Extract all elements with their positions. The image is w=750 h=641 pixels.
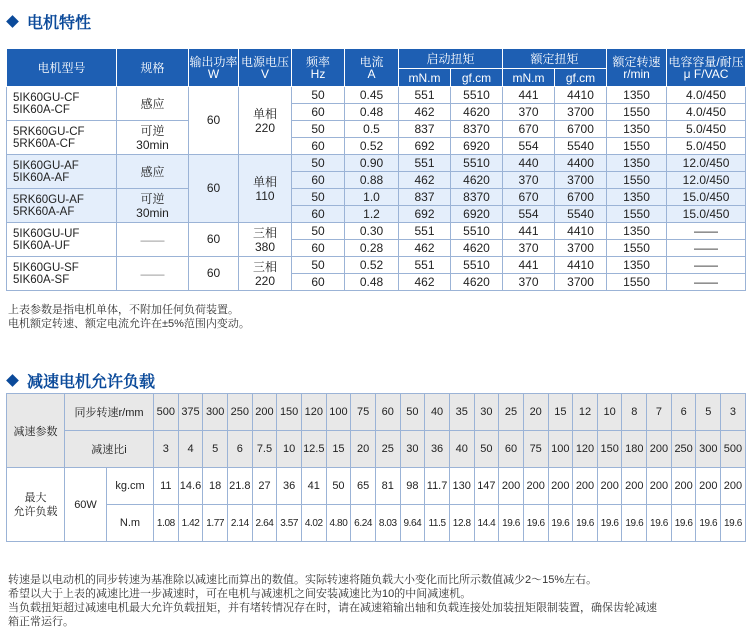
nm-cell: 2.64 [252, 505, 277, 542]
sync-speed-cell: 120 [301, 394, 326, 431]
ratio-cell: 7.5 [252, 431, 277, 468]
section2-title-text: 减速电机允许负载 [27, 374, 156, 391]
nm-cell: 14.4 [474, 505, 499, 542]
cell-r_mnm: 370 [503, 274, 555, 291]
header-start-torque: 启动扭矩 [399, 49, 503, 69]
voltage-cell: 单相 220 [239, 87, 292, 155]
max-load-label: 最大 允许负载 [7, 468, 65, 542]
sync-speed-cell: 20 [523, 394, 548, 431]
kgcm-cell: 200 [548, 468, 573, 505]
cell-speed: 1350 [607, 257, 667, 274]
nm-cell: 19.6 [548, 505, 573, 542]
cell-r_gf: 6700 [555, 121, 607, 138]
cell-s_gf: 8370 [451, 189, 503, 206]
cell-freq: 60 [292, 138, 345, 155]
cell-freq: 50 [292, 257, 345, 274]
cell-speed: 1350 [607, 87, 667, 104]
cell-r_mnm: 441 [503, 87, 555, 104]
header-rated-speed: 额定转速 r/min [607, 49, 667, 87]
nm-cell: 12.8 [449, 505, 474, 542]
cell-speed: 1550 [607, 240, 667, 257]
cell-r_gf: 4410 [555, 87, 607, 104]
ratio-cell: 75 [523, 431, 548, 468]
gearmotor-load-table [6, 393, 746, 542]
cell-cap: 15.0/450 [667, 189, 746, 206]
nm-cell: 4.80 [326, 505, 351, 542]
ratio-label: 减速比i [65, 431, 154, 468]
voltage-cell: 单相 110 [239, 155, 292, 223]
cell-r_mnm: 554 [503, 206, 555, 223]
spec-cell: 感应 [117, 155, 189, 189]
header-start-gfcm: gf.cm [451, 69, 503, 87]
cell-freq: 50 [292, 189, 345, 206]
nm-cell: 3.57 [277, 505, 302, 542]
cell-cap: —— [667, 274, 746, 291]
cell-current: 0.48 [345, 274, 399, 291]
cell-r_gf: 3700 [555, 240, 607, 257]
cell-speed: 1350 [607, 121, 667, 138]
cell-cap: 12.0/450 [667, 155, 746, 172]
ratio-cell: 200 [647, 431, 672, 468]
ratio-cell: 180 [622, 431, 647, 468]
cell-cap: 4.0/450 [667, 104, 746, 121]
sync-speed-cell: 3 [721, 394, 746, 431]
model-cell: 5IK60GU-SF 5IK60A-SF [7, 257, 117, 291]
cell-r_mnm: 370 [503, 172, 555, 189]
cell-freq: 60 [292, 206, 345, 223]
kgcm-cell: 50 [326, 468, 351, 505]
sync-speed-label: 同步转速r/mm [65, 394, 154, 431]
motor-table-body [7, 87, 746, 291]
cell-r_mnm: 554 [503, 138, 555, 155]
kgcm-cell: 14.6 [178, 468, 203, 505]
nm-cell: 1.42 [178, 505, 203, 542]
param-label: 减速参数 [7, 394, 65, 468]
ratio-cell: 100 [548, 431, 573, 468]
cell-r_gf: 4410 [555, 223, 607, 240]
cell-r_mnm: 670 [503, 189, 555, 206]
kgcm-cell: 18 [203, 468, 228, 505]
note-line: 转速是以电动机的同步转速为基准除以减速比而算出的数值。实际转速将随负载大小变化而比所示数值减少2～15%左右。 [8, 574, 598, 586]
sync-speed-cell: 25 [499, 394, 524, 431]
sync-speed-cell: 6 [671, 394, 696, 431]
table-row [7, 121, 746, 138]
sync-speed-cell: 500 [154, 394, 179, 431]
cell-cap: —— [667, 257, 746, 274]
ratio-cell: 150 [597, 431, 622, 468]
ratio-cell: 300 [696, 431, 721, 468]
spec-cell: 感应 [117, 87, 189, 121]
section-title-gearmotor-load [8, 369, 155, 392]
cell-current: 0.88 [345, 172, 399, 189]
section-title-motor-characteristics [8, 10, 91, 33]
cell-cap: 5.0/450 [667, 138, 746, 155]
header-rated-torque: 额定扭矩 [503, 49, 607, 69]
power-60w: 60W [65, 468, 107, 542]
sync-speed-cell: 75 [351, 394, 376, 431]
cell-s_gf: 5510 [451, 87, 503, 104]
nm-cell: 19.6 [647, 505, 672, 542]
voltage-cell: 三相 220 [239, 257, 292, 291]
sync-speed-cell: 5 [696, 394, 721, 431]
ratio-cell: 60 [499, 431, 524, 468]
cell-current: 0.52 [345, 257, 399, 274]
sync-speed-cell: 35 [449, 394, 474, 431]
power-cell: 60 [189, 223, 239, 257]
cell-s_mnm: 551 [399, 155, 451, 172]
cell-current: 1.2 [345, 206, 399, 223]
cell-freq: 50 [292, 223, 345, 240]
cell-speed: 1350 [607, 223, 667, 240]
kgcm-cell: 130 [449, 468, 474, 505]
cell-current: 1.0 [345, 189, 399, 206]
header-rated-mnm: mN.m [503, 69, 555, 87]
ratio-cell: 15 [326, 431, 351, 468]
kgcm-cell: 200 [523, 468, 548, 505]
cell-r_gf: 5540 [555, 206, 607, 223]
sync-speed-cell: 7 [647, 394, 672, 431]
nm-cell: 9.64 [400, 505, 425, 542]
cell-freq: 60 [292, 240, 345, 257]
cell-current: 0.5 [345, 121, 399, 138]
ratio-cell: 36 [425, 431, 450, 468]
cell-s_mnm: 462 [399, 104, 451, 121]
cell-freq: 60 [292, 172, 345, 189]
table-row [7, 223, 746, 240]
diamond-bullet-icon [6, 15, 19, 28]
sync-speed-cell: 50 [400, 394, 425, 431]
kgcm-cell: 11 [154, 468, 179, 505]
nm-cell: 2.14 [227, 505, 252, 542]
cell-current: 0.52 [345, 138, 399, 155]
cell-s_gf: 8370 [451, 121, 503, 138]
sync-speed-cell: 10 [597, 394, 622, 431]
cell-r_gf: 3700 [555, 274, 607, 291]
nm-label: N.m [107, 505, 154, 542]
cell-current: 0.45 [345, 87, 399, 104]
kgcm-cell: 65 [351, 468, 376, 505]
sync-speed-cell: 300 [203, 394, 228, 431]
kgcm-cell: 200 [671, 468, 696, 505]
cell-r_mnm: 441 [503, 223, 555, 240]
sync-speed-cell: 15 [548, 394, 573, 431]
cell-current: 0.48 [345, 104, 399, 121]
sync-speed-cell: 30 [474, 394, 499, 431]
sync-speed-cell: 8 [622, 394, 647, 431]
cell-s_gf: 5510 [451, 223, 503, 240]
cell-s_mnm: 551 [399, 223, 451, 240]
header-voltage: 电源电压 V [239, 49, 292, 87]
cell-r_gf: 4410 [555, 257, 607, 274]
cell-current: 0.30 [345, 223, 399, 240]
ratio-cell: 6 [227, 431, 252, 468]
kgcm-label: kg.cm [107, 468, 154, 505]
cell-cap: 5.0/450 [667, 121, 746, 138]
cell-cap: 12.0/450 [667, 172, 746, 189]
cell-speed: 1350 [607, 155, 667, 172]
cell-s_gf: 4620 [451, 274, 503, 291]
power-cell: 60 [189, 155, 239, 223]
notes-gearmotor [8, 573, 657, 629]
cell-r_mnm: 670 [503, 121, 555, 138]
kgcm-cell: 200 [499, 468, 524, 505]
ratio-cell: 20 [351, 431, 376, 468]
model-cell: 5IK60GU-CF 5IK60A-CF [7, 87, 117, 121]
section1-title-text: 电机特性 [27, 15, 92, 32]
ratio-cell: 40 [449, 431, 474, 468]
cell-cap: —— [667, 223, 746, 240]
cell-cap: 15.0/450 [667, 206, 746, 223]
cell-current: 0.90 [345, 155, 399, 172]
header-model: 电机型号 [7, 49, 117, 87]
power-cell: 60 [189, 87, 239, 155]
header-capacitor: 电容容量/耐压 μ F/VAC [667, 49, 746, 87]
ratio-cell: 5 [203, 431, 228, 468]
kgcm-cell: 36 [277, 468, 302, 505]
note-line: 箱正常运行。 [8, 616, 74, 628]
ratio-cell: 25 [375, 431, 400, 468]
nm-cell: 11.5 [425, 505, 450, 542]
kgcm-cell: 200 [622, 468, 647, 505]
cell-current: 0.28 [345, 240, 399, 257]
nm-cell: 8.03 [375, 505, 400, 542]
kgcm-cell: 81 [375, 468, 400, 505]
cell-s_gf: 4620 [451, 172, 503, 189]
kgcm-cell: 200 [721, 468, 746, 505]
motor-characteristics-table [6, 48, 746, 291]
ratio-cell: 500 [721, 431, 746, 468]
cell-speed: 1550 [607, 206, 667, 223]
cell-speed: 1350 [607, 189, 667, 206]
nm-cell: 19.6 [573, 505, 598, 542]
cell-s_gf: 4620 [451, 104, 503, 121]
model-cell: 5IK60GU-AF 5IK60A-AF [7, 155, 117, 189]
ratio-cell: 250 [671, 431, 696, 468]
model-cell: 5IK60GU-UF 5IK60A-UF [7, 223, 117, 257]
nm-cell: 19.6 [597, 505, 622, 542]
nm-cell: 19.6 [499, 505, 524, 542]
header-current: 电流 A [345, 49, 399, 87]
table-row [7, 189, 746, 206]
ratio-cell: 3 [154, 431, 179, 468]
cell-s_mnm: 692 [399, 138, 451, 155]
cell-r_mnm: 370 [503, 104, 555, 121]
cell-s_mnm: 692 [399, 206, 451, 223]
cell-r_mnm: 370 [503, 240, 555, 257]
ratio-cell: 50 [474, 431, 499, 468]
note-line: 电机额定转速、额定电流允许在±5%范围内变动。 [8, 318, 250, 330]
sync-speed-cell: 375 [178, 394, 203, 431]
nm-cell: 6.24 [351, 505, 376, 542]
cell-r_gf: 3700 [555, 172, 607, 189]
sync-speed-cell: 250 [227, 394, 252, 431]
header-power: 输出功率 W [189, 49, 239, 87]
spec-cell: —— [117, 257, 189, 291]
cell-speed: 1550 [607, 274, 667, 291]
sync-speed-cell: 100 [326, 394, 351, 431]
header-frequency: 频率 Hz [292, 49, 345, 87]
cell-s_mnm: 551 [399, 87, 451, 104]
nm-cell: 19.6 [622, 505, 647, 542]
kgcm-cell: 200 [647, 468, 672, 505]
sync-speed-cell: 40 [425, 394, 450, 431]
spec-cell: 可逆 30min [117, 121, 189, 155]
kgcm-cell: 41 [301, 468, 326, 505]
table-row [7, 87, 746, 104]
cell-s_mnm: 462 [399, 240, 451, 257]
cell-s_gf: 5510 [451, 257, 503, 274]
nm-cell: 19.6 [696, 505, 721, 542]
table-row [7, 155, 746, 172]
spec-cell: 可逆 30min [117, 189, 189, 223]
cell-cap: —— [667, 240, 746, 257]
kgcm-cell: 147 [474, 468, 499, 505]
cell-r_gf: 3700 [555, 104, 607, 121]
note-line: 希望以大于上表的减速比进一步减速时，可在电机与减速机之间安装减速比为10的中间减速机。 [8, 588, 472, 600]
cell-cap: 4.0/450 [667, 87, 746, 104]
cell-s_mnm: 837 [399, 189, 451, 206]
ratio-cell: 12.5 [301, 431, 326, 468]
cell-speed: 1550 [607, 172, 667, 189]
ratio-cell: 120 [573, 431, 598, 468]
header-rated-gfcm: gf.cm [555, 69, 607, 87]
sync-speed-cell: 200 [252, 394, 277, 431]
cell-s_mnm: 462 [399, 172, 451, 189]
note-line: 上表参数是指电机单体，不附加任何负荷装置。 [8, 304, 239, 316]
spec-cell: —— [117, 223, 189, 257]
cell-freq: 50 [292, 121, 345, 138]
kgcm-cell: 98 [400, 468, 425, 505]
cell-s_gf: 6920 [451, 206, 503, 223]
nm-cell: 4.02 [301, 505, 326, 542]
cell-s_gf: 4620 [451, 240, 503, 257]
table-row [7, 257, 746, 274]
sync-speed-cell: 150 [277, 394, 302, 431]
cell-speed: 1550 [607, 104, 667, 121]
model-cell: 5RK60GU-AF 5RK60A-AF [7, 189, 117, 223]
nm-cell: 1.77 [203, 505, 228, 542]
kgcm-cell: 200 [696, 468, 721, 505]
nm-cell: 1.08 [154, 505, 179, 542]
cell-speed: 1550 [607, 138, 667, 155]
header-spec: 规格 [117, 49, 189, 87]
nm-cell: 19.6 [523, 505, 548, 542]
ratio-cell: 4 [178, 431, 203, 468]
nm-cell: 19.6 [721, 505, 746, 542]
cell-s_mnm: 551 [399, 257, 451, 274]
kgcm-cell: 200 [597, 468, 622, 505]
cell-r_gf: 4400 [555, 155, 607, 172]
sync-speed-cell: 60 [375, 394, 400, 431]
cell-s_gf: 5510 [451, 155, 503, 172]
kgcm-cell: 200 [573, 468, 598, 505]
nm-cell: 19.6 [671, 505, 696, 542]
ratio-cell: 10 [277, 431, 302, 468]
sync-speed-cell: 12 [573, 394, 598, 431]
notes-motor [8, 303, 250, 331]
cell-r_gf: 6700 [555, 189, 607, 206]
note-line: 当负载扭矩超过减速电机最大允许负载扭矩，并有堵转情况存在时，请在减速箱输出轴和负载连接处加装扭矩限制装置，确保齿轮减速 [8, 602, 657, 614]
ratio-cell: 30 [400, 431, 425, 468]
model-cell: 5RK60GU-CF 5RK60A-CF [7, 121, 117, 155]
cell-freq: 50 [292, 87, 345, 104]
cell-s_mnm: 837 [399, 121, 451, 138]
cell-s_gf: 6920 [451, 138, 503, 155]
power-cell: 60 [189, 257, 239, 291]
header-start-mnm: mN.m [399, 69, 451, 87]
cell-freq: 60 [292, 104, 345, 121]
cell-r_gf: 5540 [555, 138, 607, 155]
kgcm-cell: 11.7 [425, 468, 450, 505]
kgcm-cell: 21.8 [227, 468, 252, 505]
cell-freq: 50 [292, 155, 345, 172]
diamond-bullet-icon [6, 374, 19, 387]
cell-freq: 60 [292, 274, 345, 291]
cell-r_mnm: 440 [503, 155, 555, 172]
kgcm-cell: 27 [252, 468, 277, 505]
voltage-cell: 三相 380 [239, 223, 292, 257]
cell-r_mnm: 441 [503, 257, 555, 274]
cell-s_mnm: 462 [399, 274, 451, 291]
